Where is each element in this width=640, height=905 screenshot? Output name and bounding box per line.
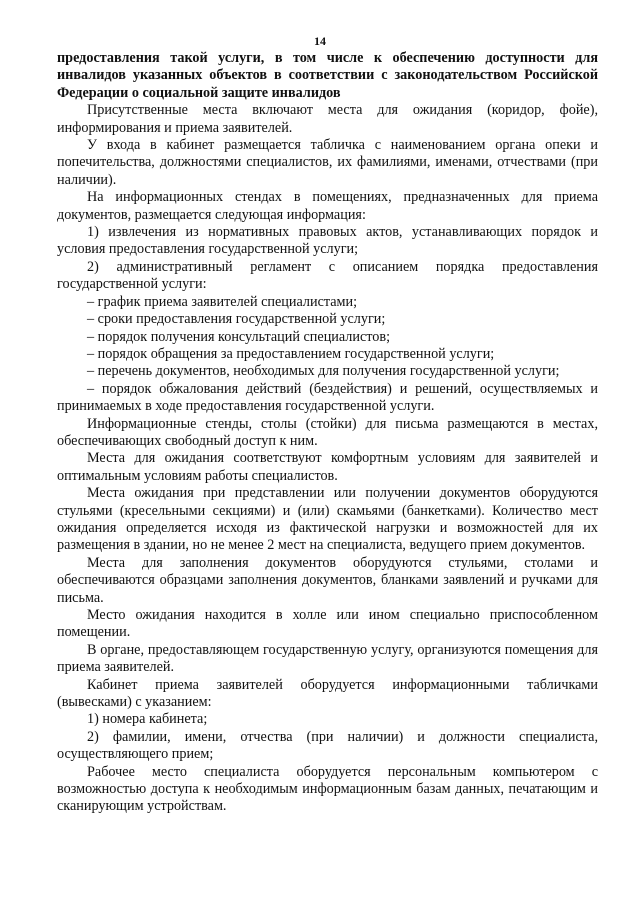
paragraph: Места для заполнения документов оборудуются стульями, столами и обеспечиваются образцами заполнения документов, бланками заявлений и ручками для письма. (57, 554, 598, 606)
paragraph: На информационных стендах в помещениях, предназначенных для приема документов, размещается следующая информация: (57, 189, 598, 223)
dash-list-item: – сроки предоставления государственной услуги; (87, 311, 386, 328)
paragraph: В органе, предоставляющем государственную услугу, организуются помещения для приема заявителей. (57, 641, 598, 676)
paragraph: Присутственные места включают места для ожидания (коридор, фойе), информирования и приема заявителей. (57, 102, 598, 136)
paragraph: Информационные стенды, столы (стойки) для письма размещаются в местах, обеспечивающих свободный доступ к ним. (57, 415, 598, 449)
dash-list-item: – порядок получения консультаций специалистов; (87, 328, 391, 345)
list-item: 1) извлечения из нормативных правовых актов, устанавливающих порядок и условия предоставления государственной услуги; (57, 224, 598, 258)
paragraph: Место ожидания находится в холле или ином специально приспособленном помещении. (57, 607, 598, 641)
dash-list-item: – порядок обжалования действий (бездействия) и решений, осуществляемых и принимаемых в ходе предоставления государственной услуги. (57, 380, 598, 415)
paragraph: Места ожидания при представлении или получении документов оборудуются стульями (кресельными секциями) и (или) скамьями (банкетками). Количество мест ожидания определяется исходя из фактической нагрузки и возможностей для их размещения в здании, но не менее 2 мест на специалиста, ведущего прием документов. (57, 485, 598, 554)
section-heading-continuation: предоставления такой услуги, в том числе к обеспечению доступности для инвалидов указанных объектов в соответствии с законодательством Российской Федерации о социальной защите инвалидов (57, 50, 598, 101)
paragraph: Места для ожидания соответствуют комфортным условиям для заявителей и оптимальным условиям работы специалистов. (57, 450, 598, 484)
list-item: 1) номера кабинета; (87, 711, 208, 728)
paragraph: У входа в кабинет размещается табличка с наименованием органа опеки и попечительства, должностями специалистов, их фамилиями, именами, отчествами (при наличии). (57, 137, 598, 188)
list-item: 2) фамилии, имени, отчества (при наличии) и должности специалиста, осуществляющего прием; (57, 728, 598, 763)
dash-list-item: – порядок обращения за предоставлением государственной услуги; (87, 345, 495, 362)
document-body (57, 50, 598, 816)
page-number: 14 (314, 34, 326, 48)
dash-list-item: – график приема заявителей специалистами; (87, 293, 358, 310)
paragraph: Кабинет приема заявителей оборудуется информационными табличками (вывесками) с указанием: (57, 676, 598, 711)
paragraph: Рабочее место специалиста оборудуется персональным компьютером с возможностью доступа к необходимым информационным базам данных, печатающим и сканирующим устройствам. (57, 763, 598, 815)
list-item: 2) административный регламент с описанием порядка предоставления государственной услуги: (57, 258, 598, 293)
dash-list-item: – перечень документов, необходимых для получения государственной услуги; (87, 363, 560, 380)
